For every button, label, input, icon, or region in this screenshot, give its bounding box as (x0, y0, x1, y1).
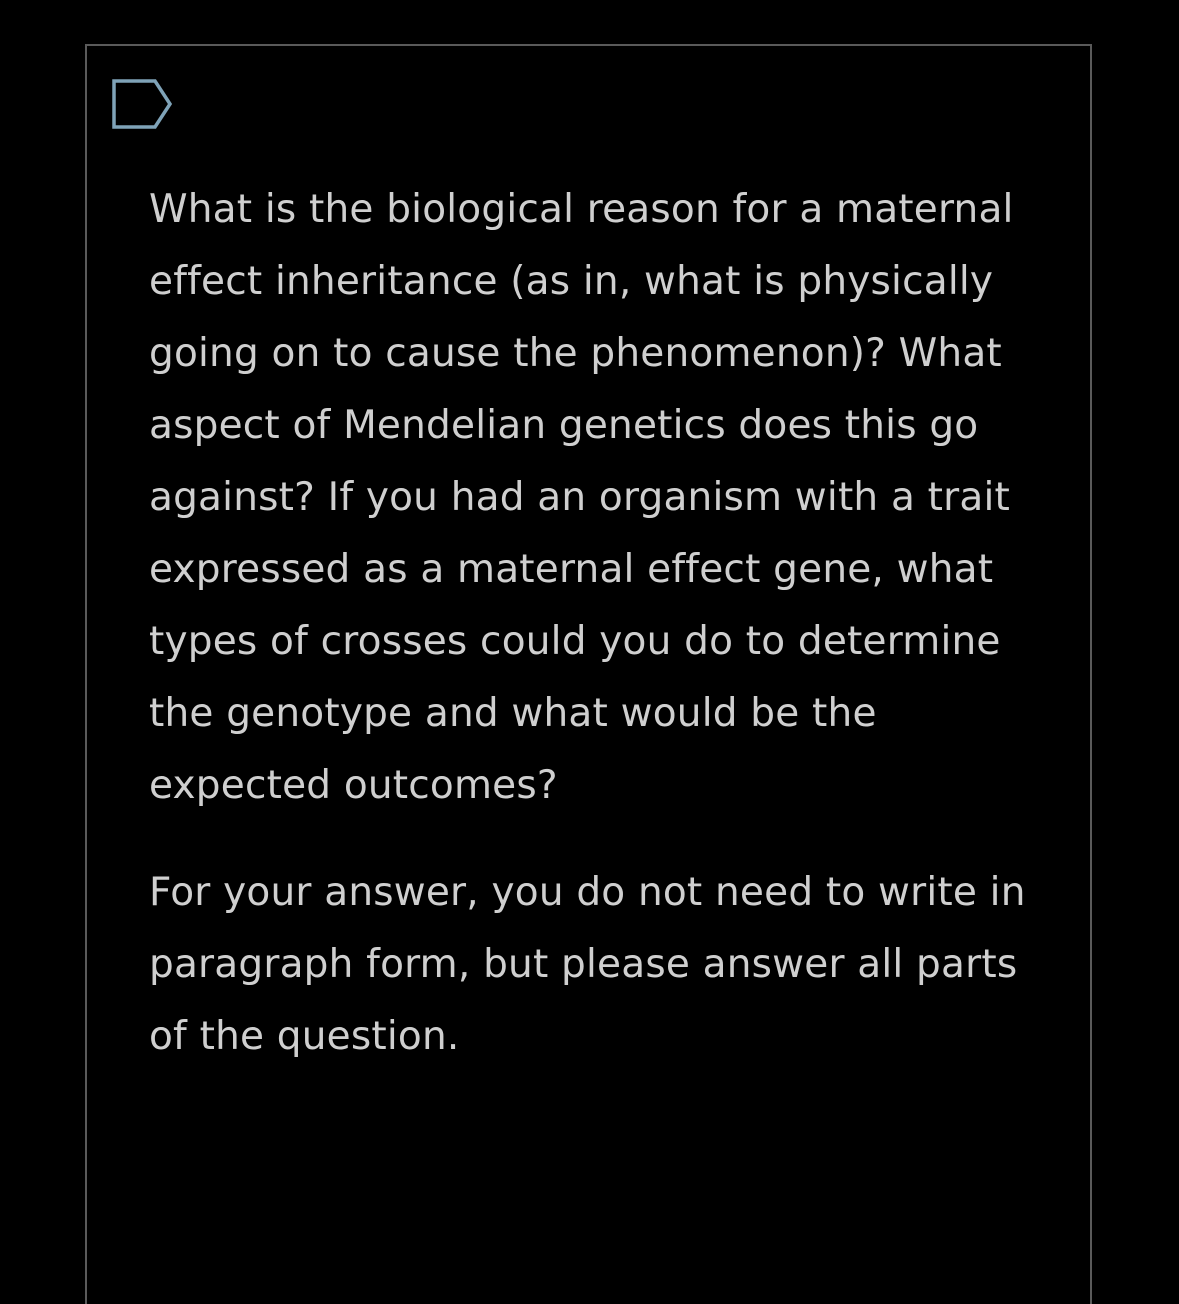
answer-instructions: For your answer, you do not need to write in paragraph form, but please answer all parts of the question. (149, 870, 1026, 1059)
question-paragraph: What is the biological reason for a maternal effect inheritance (as in, what is physically going on to cause the phenomenon)? What aspect of Mendelian genetics does this go against? If you had an organism with a trait expressed as a maternal effect gene, what types of crosses could you do to determine the genotype and what would be the expected outcomes? (149, 187, 1014, 808)
flag-icon[interactable] (111, 78, 175, 130)
question-text (149, 174, 1049, 1073)
question-card (85, 44, 1092, 1304)
